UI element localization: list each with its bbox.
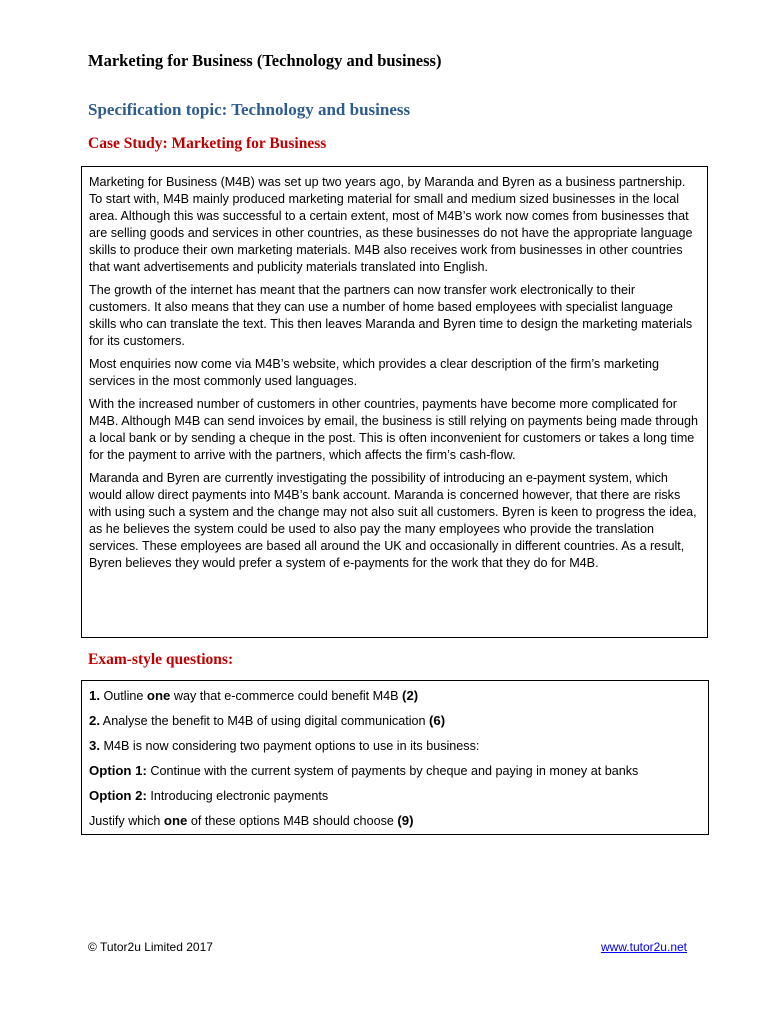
question-1: 1. Outline one way that e-commerce could benefit M4B (2) (89, 688, 419, 703)
case-study-heading: Case Study: Marketing for Business (88, 135, 327, 152)
question-3: 3. M4B is now considering two payment options to use in its business: (89, 738, 480, 753)
question-number: 2. (89, 713, 100, 728)
document-title: Marketing for Business (Technology and business) (88, 51, 442, 70)
case-paragraph: Maranda and Byren are currently investigating the possibility of introducing an e-payment system, which would allow direct payments into M4B’s bank account. Maranda is concerned however, that there are risks with using such a system and the change may not also suit all customers. Byren is keen to progress the idea, as he believes the system could be used to also pay the many employees who provide the translation services. These employees are based all around the UK and occasionally in different countries. As a result, Byren believes they would prefer a system of e-payments for the work that they do for M4B. (89, 471, 697, 570)
option-1: Option 1: Continue with the current system of payments by cheque and paying in money at banks (89, 763, 639, 778)
specification-topic: Specification topic: Technology and business (88, 100, 411, 119)
marks: (6) (429, 713, 446, 728)
exam-questions-heading: Exam-style questions: (88, 651, 234, 668)
case-paragraph: Most enquiries now come via M4B’s website, which provides a clear description of the firm’s marketing services in the most commonly used languages. (89, 357, 659, 388)
case-paragraph: With the increased number of customers in other countries, payments have become more complicated for M4B. Although M4B can send invoices by email, the business is still relying on payments being made through a local bank or by sending a cheque in the post. This is often inconvenient for customers or takes a long time for the payment to arrive with the partners, which affects the firm’s cash-flow. (89, 397, 699, 462)
case-study-box (81, 166, 708, 638)
option-label: Option 2: (89, 788, 147, 803)
question-number: 1. (89, 688, 100, 703)
justify-question: Justify which one of these options M4B should choose (9) (89, 813, 414, 828)
question-2: 2. Analyse the benefit to M4B of using digital communication (6) (89, 713, 446, 728)
case-paragraph: The growth of the internet has meant that the partners can now transfer work electronically to their customers. It also means that they can use a number of home based employees with specialist language skills who can translate the text. This then leaves Maranda and Byren time to design the marketing materials for its customers. (89, 283, 693, 348)
question-number: 3. (89, 738, 100, 753)
marks: (2) (402, 688, 419, 703)
footer-copyright: © Tutor2u Limited 2017 (88, 940, 213, 954)
marks: (9) (397, 813, 414, 828)
emphasis: one (163, 813, 188, 828)
option-2: Option 2: Introducing electronic payments (89, 788, 329, 803)
questions-box (81, 680, 709, 835)
emphasis: one (146, 688, 171, 703)
option-label: Option 1: (89, 763, 147, 778)
footer-website-link[interactable]: www.tutor2u.net (600, 940, 687, 954)
case-paragraph: Marketing for Business (M4B) was set up two years ago, by Maranda and Byren as a business partnership. To start with, M4B mainly produced marketing material for small and medium sized businesses in the local area. Although this was successful to a certain extent, most of M4B’s work now comes from businesses that are selling goods and services in other countries, as these businesses do not have the appropriate language skills to produce their own marketing materials. M4B also receives work from businesses in other countries that want advertisements and publicity materials translated into English. (89, 175, 693, 274)
